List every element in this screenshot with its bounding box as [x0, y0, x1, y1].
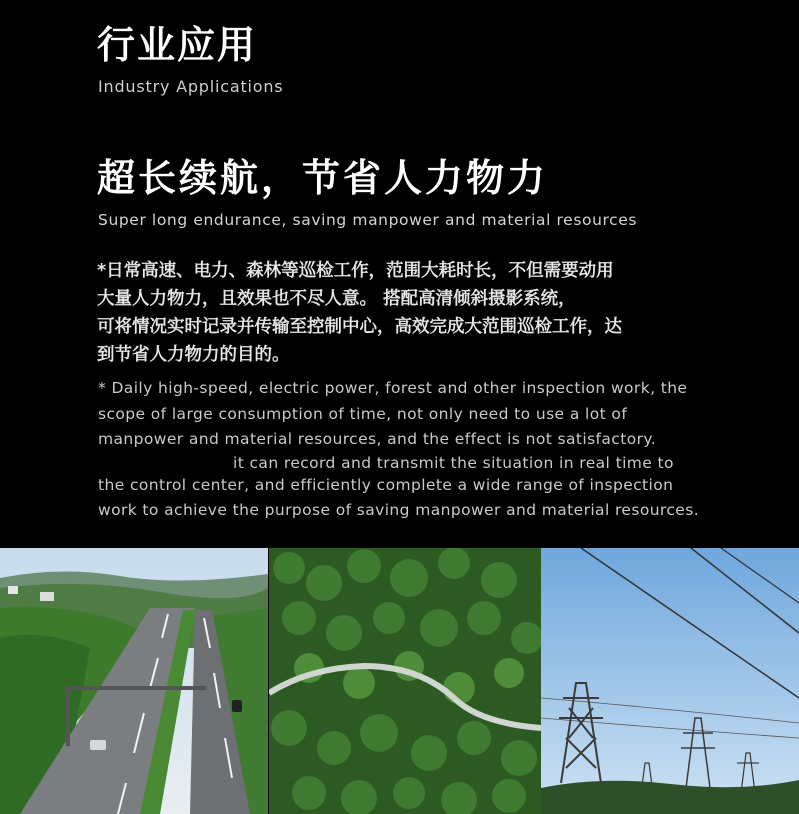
description-english-line: * Daily high-speed, electric power, forest and other inspection work, the	[98, 379, 688, 397]
description-english-line: the control center, and efficiently complete a wide range of inspection	[98, 475, 674, 494]
forest-road-photo	[269, 548, 541, 814]
description-chinese-line: 到节省人力物力的目的。	[97, 345, 290, 365]
description-english-line: scope of large consumption of time, not only need to use a lot of	[98, 404, 628, 423]
section-title: 行业应用	[97, 23, 258, 67]
section-subtitle: Industry Applications	[98, 77, 284, 96]
highway-photo	[0, 548, 268, 814]
description-chinese-line: 可将情况实时记录并传输至控制中心，高效完成大范围巡检工作，达	[97, 317, 622, 337]
headline: 超长续航，节省人力物力	[97, 156, 549, 200]
description-chinese-line: *日常高速、电力、森林等巡检工作，范围大耗时长，不但需要动用	[97, 261, 614, 281]
description-english-line: manpower and material resources, and the effect is not satisfactory.	[98, 430, 657, 448]
description-english-line: work to achieve the purpose of saving manpower and material resources.	[98, 501, 700, 519]
description-english	[98, 376, 748, 524]
power-towers-photo	[541, 548, 799, 814]
application-photo-strip	[0, 548, 799, 814]
description-chinese-line: 大量人力物力，且效果也不尽人意。 搭配高清倾斜摄影系统，	[97, 289, 576, 309]
description-english-line: it can record and transmit the situation in real time to	[233, 453, 674, 472]
description-chinese	[97, 257, 737, 369]
headline-english: Super long endurance, saving manpower and material resources	[98, 211, 638, 229]
